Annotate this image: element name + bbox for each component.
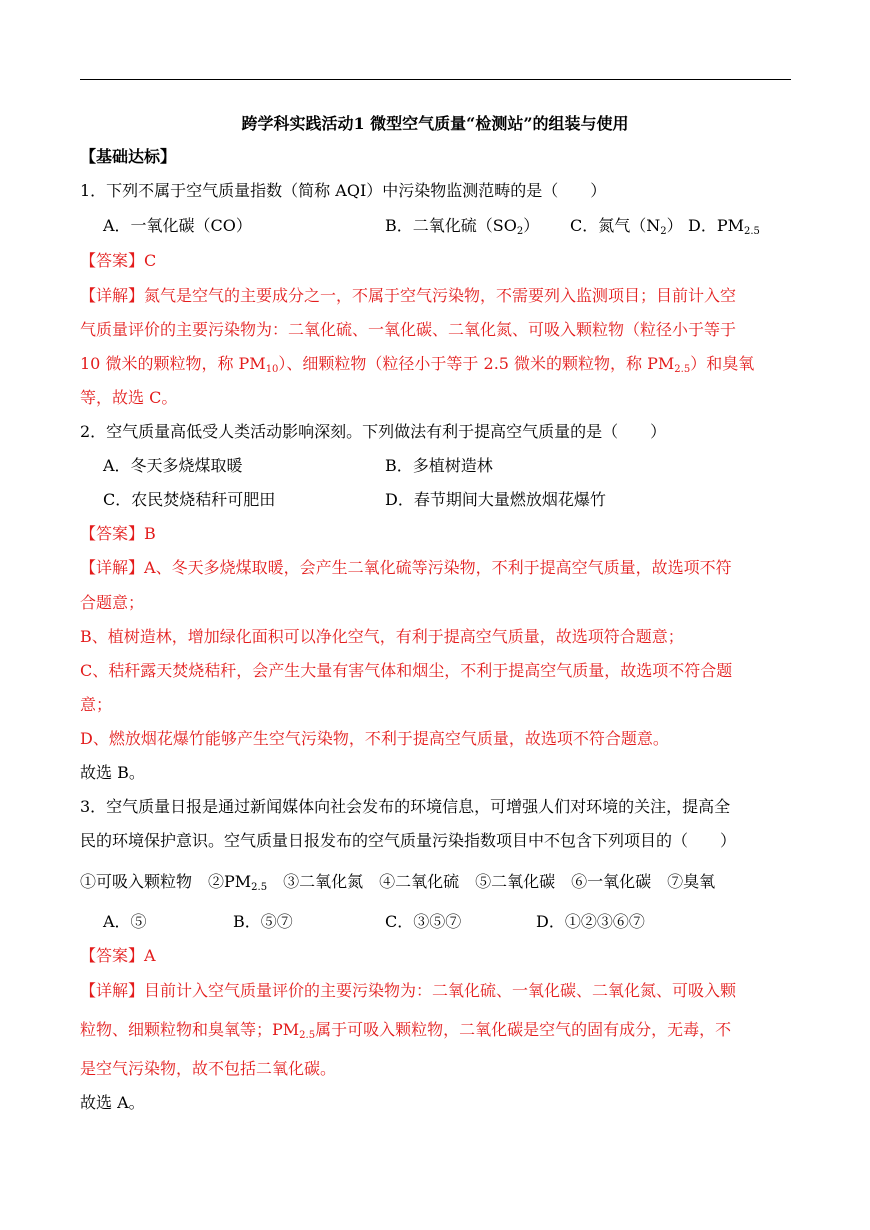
q1-option-d: D．$PM_{2.5}$	[688, 216, 760, 237]
q3-answer: 【答案】A	[80, 946, 156, 965]
q3-item-list: ①可吸入颗粒物 $②PM_{2.5}$ ③二氧化氮 ④二氧化硫 ⑤二氧化碳 ⑥一氧化碳 ⑦臭氧	[80, 872, 716, 893]
q2-detail-line-6: D、燃放烟花爆竹能够产生空气污染物，不利于提高空气质量，故选项不符合题意。	[80, 729, 669, 748]
q2-option-d: D．春节期间大量燃放烟花爆竹	[385, 490, 606, 509]
q1-detail-line-1: 【详解】氮气是空气的主要成分之一，不属于空气污染物，不需要列入监测项目；目前计入空	[80, 286, 737, 305]
q3-option-b: B．⑤⑦	[233, 912, 293, 931]
header-rule	[80, 79, 791, 80]
q3-stem-line-2: 民的环境保护意识。空气质量日报发布的空气质量污染指数项目中不包含下列项目的（ ）	[80, 831, 737, 850]
q3-option-d: D．①②③⑥⑦	[536, 912, 645, 931]
q1-option-b: B．二氧化硫$(SO_2)$	[385, 216, 540, 237]
page-title: 跨学科实践活动1 微型空气质量“检测站”的组装与使用	[241, 114, 629, 133]
q3-detail-line-2: 粒物、细颗粒物和臭氧等；$PM_{2.5}$属于可吸入颗粒物，二氧化碳是空气的固有成分，无毒，不	[80, 1020, 732, 1041]
q3-detail-line-3: 是空气污染物，故不包括二氧化碳。	[80, 1059, 337, 1078]
q1-detail-line-4: 等，故选 C。	[80, 388, 178, 407]
q1-option-c: C．氮气$(N_2)$	[570, 216, 683, 237]
q2-stem: 2．空气质量高低受人类活动影响深刻。下列做法有利于提高空气质量的是（ ）	[80, 422, 667, 441]
q2-detail-line-2: 合题意；	[80, 593, 145, 612]
q1-option-a: A．一氧化碳（CO）	[103, 216, 252, 235]
q3-detail-line-1: 【详解】目前计入空气质量评价的主要污染物为：二氧化硫、一氧化碳、二氧化氮、可吸入颗	[80, 981, 737, 1000]
q2-detail-line-4: C、秸秆露天焚烧秸秆，会产生大量有害气体和烟尘，不利于提高空气质量，故选项不符合题	[80, 661, 733, 680]
q3-option-a: A．⑤	[103, 912, 147, 931]
q2-detail-line-1: 【详解】A、冬天多烧煤取暖，会产生二氧化硫等污染物，不利于提高空气质量，故选项不符	[80, 558, 732, 577]
q3-option-c: C．③⑤⑦	[385, 912, 462, 931]
section-heading: 【基础达标】	[80, 147, 177, 166]
q1-detail-line-2: 气质量评价的主要污染物为：二氧化硫、一氧化碳、二氧化氮、可吸入颗粒物（粒径小于等于	[80, 320, 737, 339]
q1-answer: 【答案】C	[80, 251, 157, 270]
q2-option-c: C．农民焚烧秸秆可肥田	[103, 490, 276, 509]
q2-detail-line-5: 意；	[80, 695, 113, 714]
q1-detail-line-3: 10 微米的颗粒物，称 $PM_{10}$）、细颗粒物（粒径小于等于 2.5 微米的颗粒物，称 $PM_{2.5}$）和臭氧	[80, 354, 755, 375]
q2-answer: 【答案】B	[80, 524, 156, 543]
q1-stem: 1．下列不属于空气质量指数（简称 AQI）中污染物监测范畴的是（ ）	[80, 181, 607, 200]
q2-option-a: A．冬天多烧煤取暖	[103, 456, 243, 475]
q3-conclusion: 故选 A。	[80, 1093, 145, 1112]
q2-detail-line-3: B、植树造林，增加绿化面积可以净化空气，有利于提高空气质量，故选项符合题意；	[80, 627, 684, 646]
q2-conclusion: 故选 B。	[80, 763, 145, 782]
q2-option-b: B．多植树造林	[385, 456, 493, 475]
q3-stem-line-1: 3．空气质量日报是通过新闻媒体向社会发布的环境信息，可增强人们对环境的关注，提高全	[80, 797, 731, 816]
